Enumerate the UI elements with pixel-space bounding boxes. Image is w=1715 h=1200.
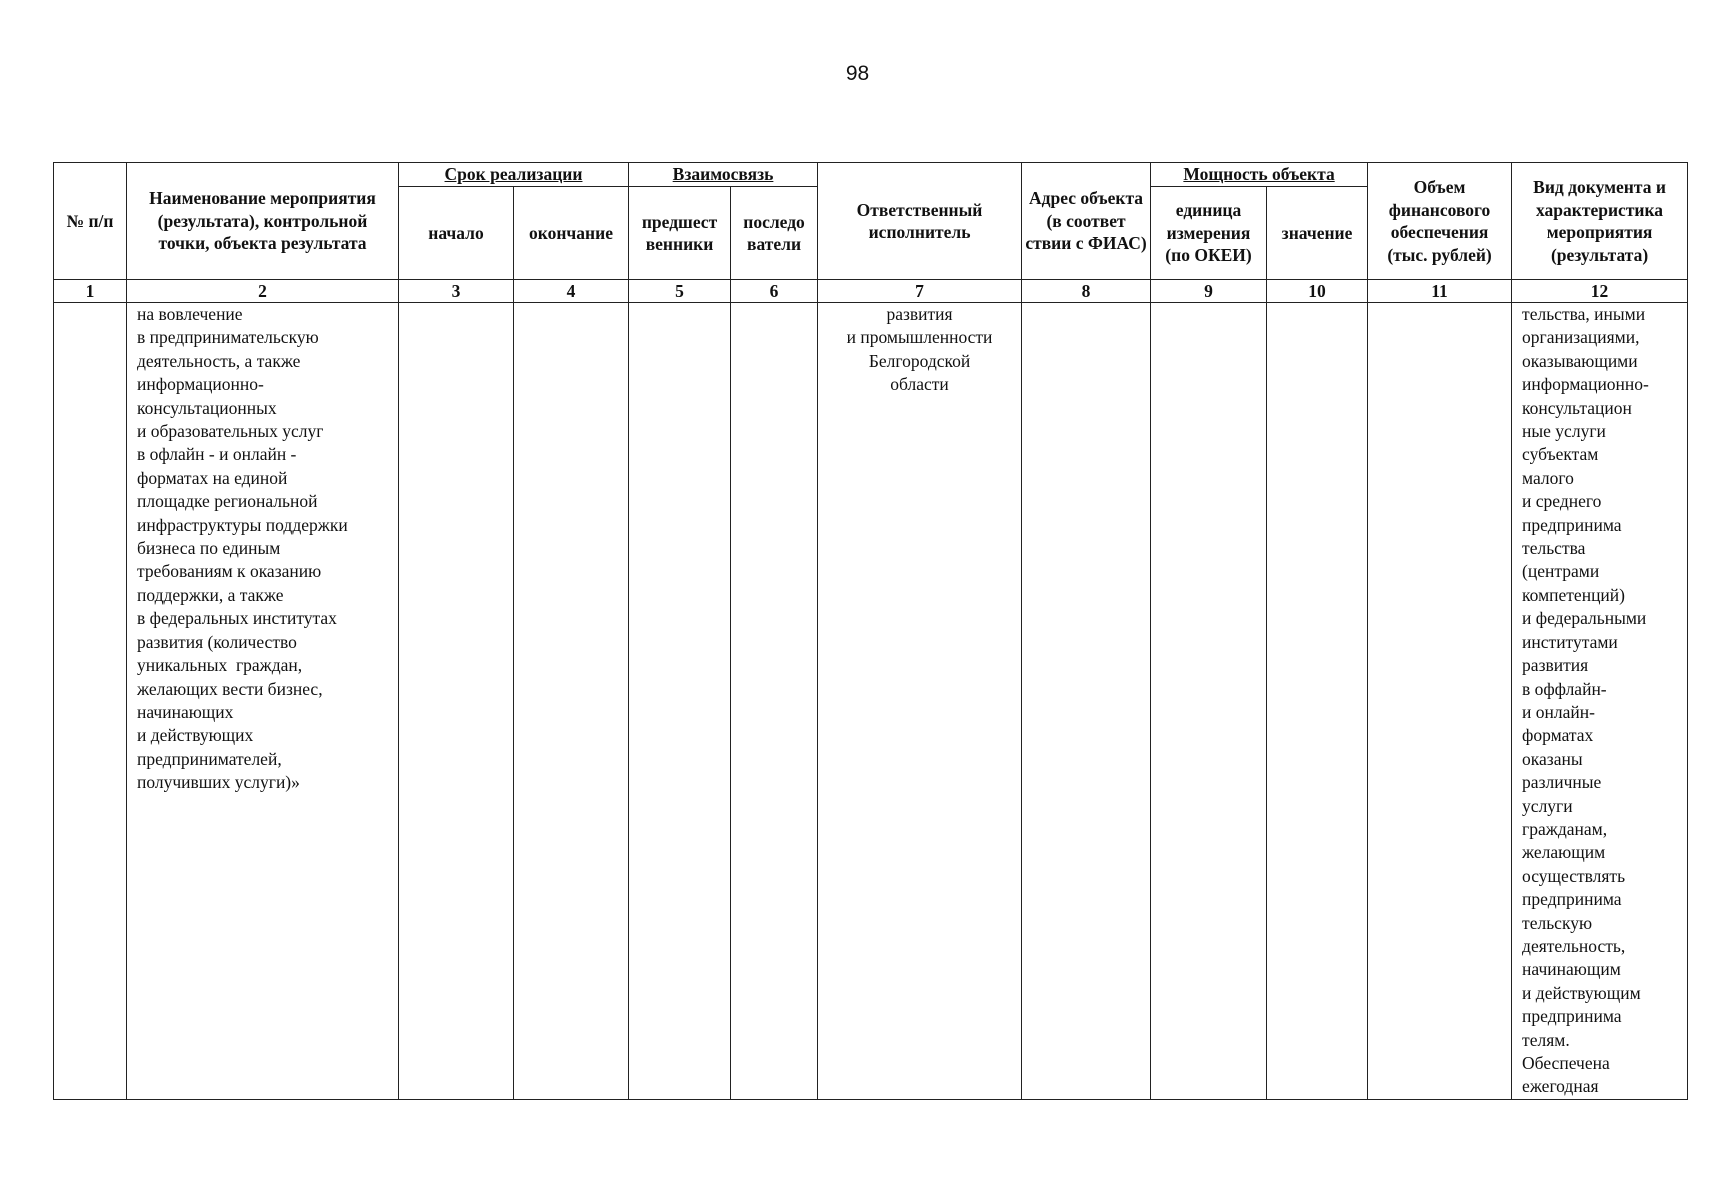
header-group-capacity-label: Мощность объекта [1183,164,1335,185]
text-line: ные услуги [1522,421,1606,442]
column-number: 1 [54,280,127,303]
text-line: осуществлять [1522,865,1626,886]
text-line: ежегодная [1522,1076,1599,1097]
text-line: развития [1522,655,1589,676]
text-line: информационно- [1522,374,1649,395]
cell-end [514,303,629,1100]
text-line: организациями, [1522,327,1640,348]
text-line: предпринима [1522,1006,1622,1027]
text-line: тельства [1522,538,1586,559]
text-line: различные [1522,772,1602,793]
header-address: Адрес объекта (в соответ ствии с ФИАС) [1022,163,1151,280]
column-number: 3 [399,280,514,303]
column-number: 10 [1267,280,1368,303]
text-line: информационно- [137,374,264,395]
text-line: оказаны [1522,748,1583,769]
header-document-type: Вид документа и характеристика мероприятия (результата) [1512,163,1688,280]
text-line: развития (количество [137,631,297,652]
header-end: окончание [514,187,629,280]
cell-document-type [1512,303,1688,1100]
column-number: 12 [1512,280,1688,303]
text-line: предпринимателей, [137,748,282,769]
cell-successors [731,303,818,1100]
cell-number [54,303,127,1100]
text-line: получивших услуги)» [137,772,300,793]
header-group-capacity [1151,163,1368,187]
header-successors: последо ватели [731,187,818,280]
column-number: 7 [818,280,1022,303]
header-group-link-label: Взаимосвязь [672,164,774,185]
text-line: институтами [1522,631,1618,652]
text-line: требованиям к оказанию [137,561,322,582]
text-line: (центрами [1522,561,1600,582]
text-line: желающим [1522,842,1606,863]
cell-predecessors [629,303,731,1100]
text-line: желающих вести бизнес, [137,678,323,699]
column-number: 4 [514,280,629,303]
cell-funding [1368,303,1512,1100]
text-line: и действующих [137,725,254,746]
column-number: 9 [1151,280,1267,303]
header-group-term [399,163,629,187]
column-number: 5 [629,280,731,303]
text-line: форматах на единой [137,467,288,488]
text-line: начинающих [137,701,234,722]
text-line: и федеральными [1522,608,1647,629]
header-responsible: Ответственный исполнитель [818,163,1022,280]
text-line: и среднего [1522,491,1602,512]
text-line: предпринима [1522,514,1622,535]
column-number: 6 [731,280,818,303]
text-line: деятельность, а также [137,350,301,371]
text-line: области [890,374,949,395]
text-line: тельскую [1522,912,1593,933]
text-line: уникальных граждан, [137,655,303,676]
header-funding: Объем финансового обеспечения (тыс. рублей) [1368,163,1512,280]
text-line: в предпринимательскую [137,327,319,348]
text-line: на вовлечение [137,304,243,324]
cell-unit [1151,303,1267,1100]
text-line: субъектам [1522,444,1599,465]
text-line: и действующим [1522,982,1641,1003]
text-line: площадке региональной [137,491,318,512]
header-name: Наименование мероприятия (результата), контрольной точки, объекта результата [127,163,399,280]
cell-address [1022,303,1151,1100]
text-line: оказывающими [1522,350,1638,371]
activities-table [53,162,1688,1100]
cell-responsible [818,303,1022,1100]
responsible-lines [821,303,1018,397]
text-line: инфраструктуры поддержки [137,514,348,535]
page-number: 98 [845,62,870,85]
header-start: начало [399,187,514,280]
text-line: бизнеса по единым [137,538,281,559]
column-number: 11 [1368,280,1512,303]
text-line: в оффлайн- [1522,678,1607,699]
text-line: Белгородской [868,350,971,371]
text-line: тельства, иными [1522,304,1646,324]
text-line: поддержки, а также [137,584,284,605]
cell-activity-name [127,303,399,1100]
text-line: развития [886,304,953,324]
text-line: Обеспечена [1522,1053,1610,1073]
header-group-link [629,163,818,187]
text-line: начинающим [1522,959,1621,980]
text-line: в федеральных институтах [137,608,337,629]
text-line: деятельность, [1522,935,1626,956]
text-line: телям. [1522,1029,1570,1050]
document-type-lines [1522,303,1684,1099]
text-line: услуги [1522,795,1573,816]
text-line: компетенций) [1522,584,1625,605]
column-number: 8 [1022,280,1151,303]
cell-value [1267,303,1368,1100]
text-line: в офлайн - и онлайн - [137,444,297,465]
header-number: № п/п [54,163,127,280]
cell-start [399,303,514,1100]
text-line: и образовательных услуг [137,421,324,442]
activity-name-lines [137,303,395,795]
header-group-term-label: Срок реализации [444,164,583,185]
text-line: консультацион [1522,397,1632,418]
text-line: консультационных [137,397,277,418]
text-line: малого [1522,467,1574,488]
text-line: и промышленности [846,327,993,348]
column-number-row [54,280,1688,303]
text-line: и онлайн- [1522,701,1595,722]
column-number: 2 [127,280,399,303]
header-predecessors: предшест венники [629,187,731,280]
text-line: предпринима [1522,889,1622,910]
header-value: значение [1267,187,1368,280]
header-unit: единица измерения (по ОКЕИ) [1151,187,1267,280]
table-row [54,303,1688,1100]
text-line: гражданам, [1522,818,1608,839]
text-line: форматах [1522,725,1594,746]
